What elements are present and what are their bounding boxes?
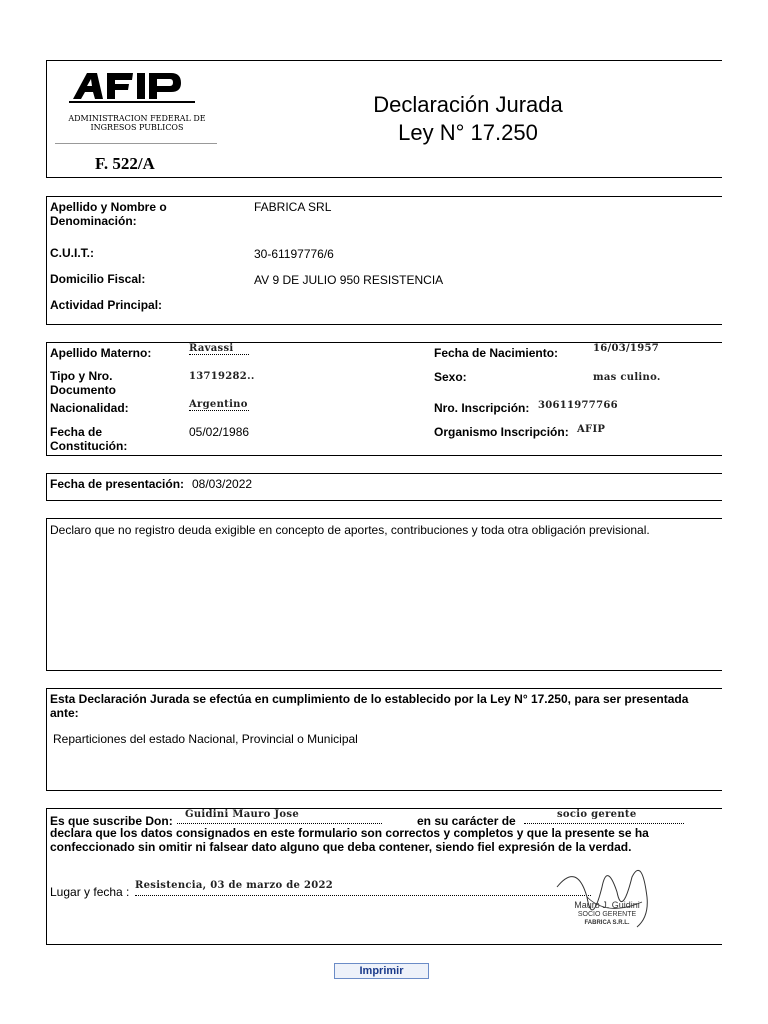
document-label: Tipo y Nro. Documento (50, 369, 116, 397)
reg-org-label: Organismo Inscripción: (434, 425, 569, 439)
constitution-label: Fecha de Constitución: (50, 425, 128, 453)
personal-section (46, 342, 722, 456)
reg-number-value: 30611977766 (538, 400, 618, 411)
recipient-text: Reparticiones del estado Nacional, Provincial o Municipal (53, 732, 358, 746)
print-button[interactable]: Imprimir (334, 963, 429, 979)
nationality-label: Nacionalidad: (50, 401, 129, 415)
agency-name (57, 114, 217, 132)
maternal-label: Apellido Materno: (50, 346, 152, 360)
sex-value: mas culino. (593, 372, 661, 383)
domicile-label: Domicilio Fiscal: (50, 272, 146, 286)
statement-text: declara que los datos consignados en este formulario son correctos y completos y que la presente se ha confeccionado sin omitir ni falsear dato alguno que deba contener, siendo fiel expresión de la verdad. (50, 826, 649, 854)
title-line-1: Declaración Jurada (373, 92, 563, 117)
purpose-text: Esta Declaración Jurada se efectúa en cumplimiento de lo establecido por la Ley N° 17.250, para ser presentada ante: (50, 692, 689, 720)
presentation-section (46, 473, 722, 501)
signature-section (46, 808, 722, 945)
page-title (247, 91, 689, 147)
cuit-value: 30-61197776/6 (254, 247, 334, 261)
form-code: F. 522/A (95, 154, 155, 173)
declaration-section (46, 518, 722, 671)
header-box (46, 60, 722, 178)
character-value: socio gerente (557, 809, 637, 820)
birth-value: 16/03/1957 (593, 343, 659, 354)
presentation-value: 08/03/2022 (192, 477, 253, 491)
sex-label: Sexo: (434, 370, 467, 384)
activity-label: Actividad Principal: (50, 298, 163, 312)
constitution-value: 05/02/1986 (189, 425, 250, 439)
subscriber-label: Es que suscribe Don: (50, 814, 173, 828)
agency-line-1: ADMINISTRACION FEDERAL DE (68, 114, 206, 123)
place-label: Lugar y fecha : (50, 885, 130, 899)
name-value: FABRICA SRL (254, 200, 332, 214)
character-label: en su carácter de (417, 814, 516, 828)
stamp-line-3: FABRICA S.R.L. (584, 920, 630, 926)
domicile-value: AV 9 DE JULIO 950 RESISTENCIA (254, 273, 444, 287)
reg-number-label: Nro. Inscripción: (434, 401, 530, 415)
reg-org-value: AFIP (577, 424, 606, 435)
character-line (524, 823, 684, 824)
stamp-line-2: SOCIO GERENTE (577, 911, 637, 918)
presentation-label: Fecha de presentación: (50, 477, 185, 491)
cuit-label: C.U.I.T.: (50, 246, 94, 260)
subscriber-line (177, 823, 382, 824)
header-divider (55, 143, 217, 144)
afip-logo (69, 69, 197, 107)
maternal-value: Ravassi (189, 343, 249, 355)
stamp (559, 901, 655, 928)
name-label: Apellido y Nombre o Denominación: (50, 200, 167, 228)
place-line (135, 895, 591, 896)
document-value: 13719282.. (189, 371, 255, 382)
purpose-section (46, 688, 722, 791)
taxpayer-section (46, 196, 722, 325)
title-line-2: Ley N° 17.250 (398, 120, 538, 145)
nationality-value: Argentino (189, 399, 248, 410)
stamp-line-1: Mauro J. Guidini (574, 900, 640, 910)
birth-label: Fecha de Nacimiento: (434, 346, 559, 360)
declaration-text: Declaro que no registro deuda exigible en concepto de aportes, contribuciones y toda otra obligación previsional. (50, 523, 650, 537)
place-value: Resistencia, 03 de marzo de 2022 (135, 880, 333, 891)
subscriber-value: Guidini Mauro Jose (185, 809, 299, 820)
agency-line-2: INGRESOS PUBLICOS (90, 123, 184, 132)
